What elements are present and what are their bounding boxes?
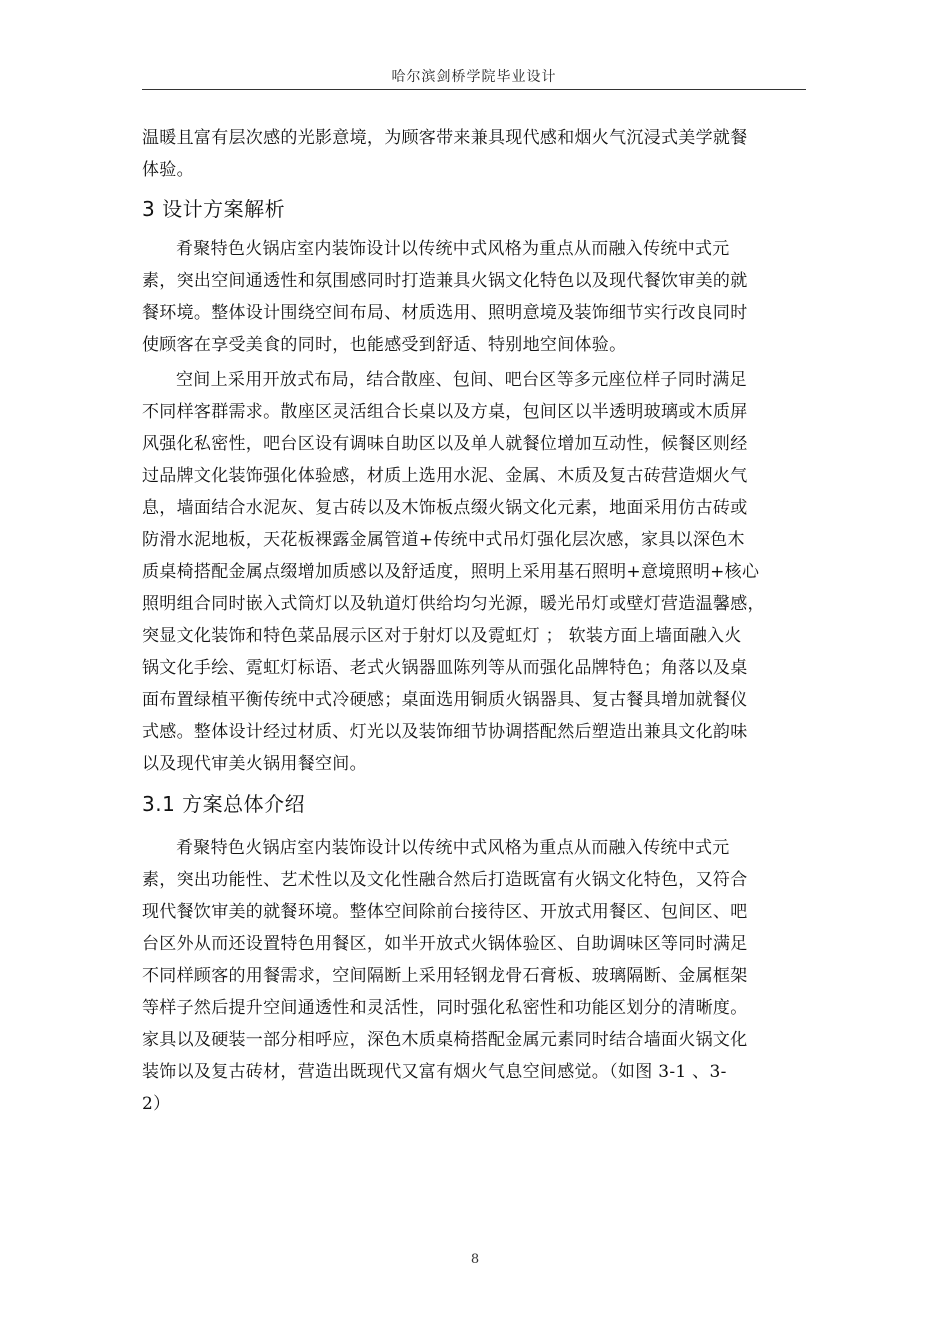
paragraph-line: 肴聚特色火锅店室内装饰设计以传统中式风格为重点从而融入传统中式元 xyxy=(176,838,730,858)
paragraph-line: 肴聚特色火锅店室内装饰设计以传统中式风格为重点从而融入传统中式元 xyxy=(176,239,730,259)
paragraph-line: 不同样顾客的用餐需求，空间隔断上采用轻钢龙骨石膏板、玻璃隔断、金属框架 xyxy=(142,966,748,986)
paragraph-line: 台区外从而还设置特色用餐区，如半开放式火锅体验区、自助调味区等同时满足 xyxy=(142,934,748,954)
paragraph-line: 素，突出功能性、艺术性以及文化性融合然后打造既富有火锅文化特色，又符合 xyxy=(142,870,748,890)
paragraph-line: 风强化私密性，吧台区设有调味自助区以及单人就餐位增加互动性，候餐区则经 xyxy=(142,434,748,454)
paragraph-line: 2） xyxy=(142,1094,171,1114)
paragraph-line: 锅文化手绘、霓虹灯标语、老式火锅器皿陈列等从而强化品牌特色；角落以及桌 xyxy=(142,658,748,678)
paragraph-line: 质桌椅搭配金属点缀增加质感以及舒适度，照明上采用基石照明+意境照明+核心 xyxy=(142,562,760,582)
paragraph-line: 突显文化装饰和特色菜品展示区对于射灯以及霓虹灯 ； 软装方面上墙面融入火 xyxy=(142,626,742,646)
paragraph-line: 使顾客在享受美食的同时，也能感受到舒适、特别地空间体验。 xyxy=(142,335,627,355)
paragraph-line: 式感。整体设计经过材质、灯光以及装饰细节协调搭配然后塑造出兼具文化韵味 xyxy=(142,722,748,742)
paragraph-line: 以及现代审美火锅用餐空间。 xyxy=(142,754,367,774)
paragraph-line: 面布置绿植平衡传统中式冷硬感；桌面选用铜质火锅器具、复古餐具增加就餐仪 xyxy=(142,690,748,710)
intro-line: 温暖且富有层次感的光影意境，为顾客带来兼具现代感和烟火气沉浸式美学就餐 xyxy=(142,128,748,148)
paragraph-line: 等样子然后提升空间通透性和灵活性，同时强化私密性和功能区划分的清晰度。 xyxy=(142,998,748,1018)
paragraph-line: 照明组合同时嵌入式筒灯以及轨道灯供给均匀光源，暖光吊灯或壁灯营造温馨感， xyxy=(142,594,765,614)
paragraph-line: 现代餐饮审美的就餐环境。整体空间除前台接待区、开放式用餐区、包间区、吧 xyxy=(142,902,748,922)
paragraph-line: 家具以及硬装一部分相呼应，深色木质桌椅搭配金属元素同时结合墙面火锅文化 xyxy=(142,1030,748,1050)
header-rule xyxy=(142,89,806,90)
paragraph-line: 空间上采用开放式布局，结合散座、包间、吧台区等多元座位样子同时满足 xyxy=(176,370,747,390)
paragraph-line: 息，墙面结合水泥灰、复古砖以及木饰板点缀火锅文化元素，地面采用仿古砖或 xyxy=(142,498,748,518)
section-3-heading: 3 设计方案解析 xyxy=(142,197,286,221)
paragraph-line: 装饰以及复古砖材，营造出既现代又富有烟火气息空间感觉。（如图 3-1 、3- xyxy=(142,1062,727,1082)
paragraph-line: 素，突出空间通透性和氛围感同时打造兼具火锅文化特色以及现代餐饮审美的就 xyxy=(142,271,748,291)
intro-line: 体验。 xyxy=(142,160,194,180)
paragraph-line: 防滑水泥地板，天花板裸露金属管道+传统中式吊灯强化层次感，家具以深色木 xyxy=(142,530,745,550)
page-number: 8 xyxy=(470,1252,480,1267)
paragraph-line: 过品牌文化装饰强化体验感，材质上选用水泥、金属、木质及复古砖营造烟火气 xyxy=(142,466,748,486)
paragraph-line: 餐环境。整体设计围绕空间布局、材质选用、照明意境及装饰细节实行改良同时 xyxy=(142,303,748,323)
page-header-title: 哈尔滨剑桥学院毕业设计 xyxy=(391,69,557,85)
paragraph-line: 不同样客群需求。散座区灵活组合长桌以及方桌，包间区以半透明玻璃或木质屏 xyxy=(142,402,748,422)
section-3-1-heading: 3.1 方案总体介绍 xyxy=(142,792,306,816)
